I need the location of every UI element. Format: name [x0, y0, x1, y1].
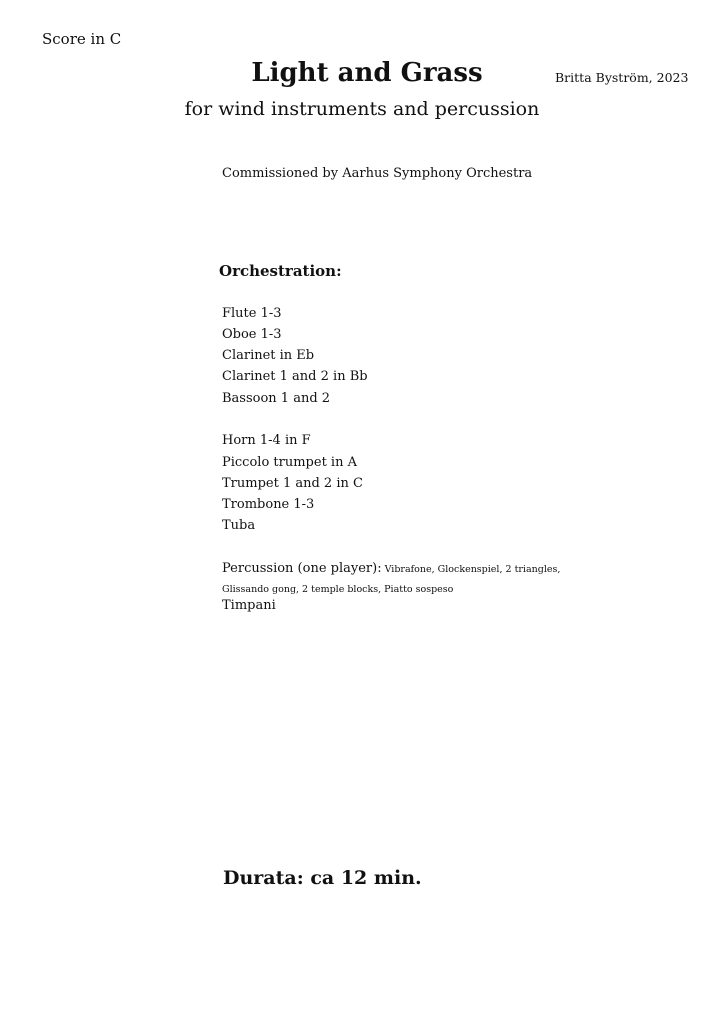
instrument-item: Piccolo trumpet in A — [222, 455, 357, 470]
orchestration-heading: Orchestration: — [219, 262, 342, 280]
percussion-detail: Vibrafone, Glockenspiel, 2 triangles, — [381, 564, 561, 575]
instrument-item: Flute 1-3 — [222, 306, 282, 321]
instrument-item: Clarinet in Eb — [222, 348, 315, 363]
instrument-item: Trombone 1-3 — [222, 497, 315, 512]
instrument-item: Timpani — [222, 598, 276, 613]
commission-note: Commissioned by Aarhus Symphony Orchestra — [222, 166, 533, 181]
instrument-item: Horn 1-4 in F — [222, 433, 311, 448]
percussion-label: Percussion (one player): — [222, 561, 382, 576]
instrument-item: Clarinet 1 and 2 in Bb — [222, 369, 368, 384]
instrument-item: Trumpet 1 and 2 in C — [222, 476, 363, 491]
instrument-item: Oboe 1-3 — [222, 327, 282, 342]
percussion-line — [222, 561, 560, 576]
duration-note: Durata: ca 12 min. — [223, 867, 422, 889]
instrument-item: Tuba — [222, 518, 256, 533]
subtitle: for wind instruments and percussion — [184, 98, 540, 120]
page-title: Light and Grass — [251, 58, 483, 88]
percussion-detail-continued: Glissando gong, 2 temple blocks, Piatto sospeso — [222, 584, 454, 595]
score-label: Score in C — [42, 30, 122, 48]
instrument-item: Bassoon 1 and 2 — [222, 391, 331, 406]
composer-year: Britta Byström, 2023 — [555, 70, 689, 85]
